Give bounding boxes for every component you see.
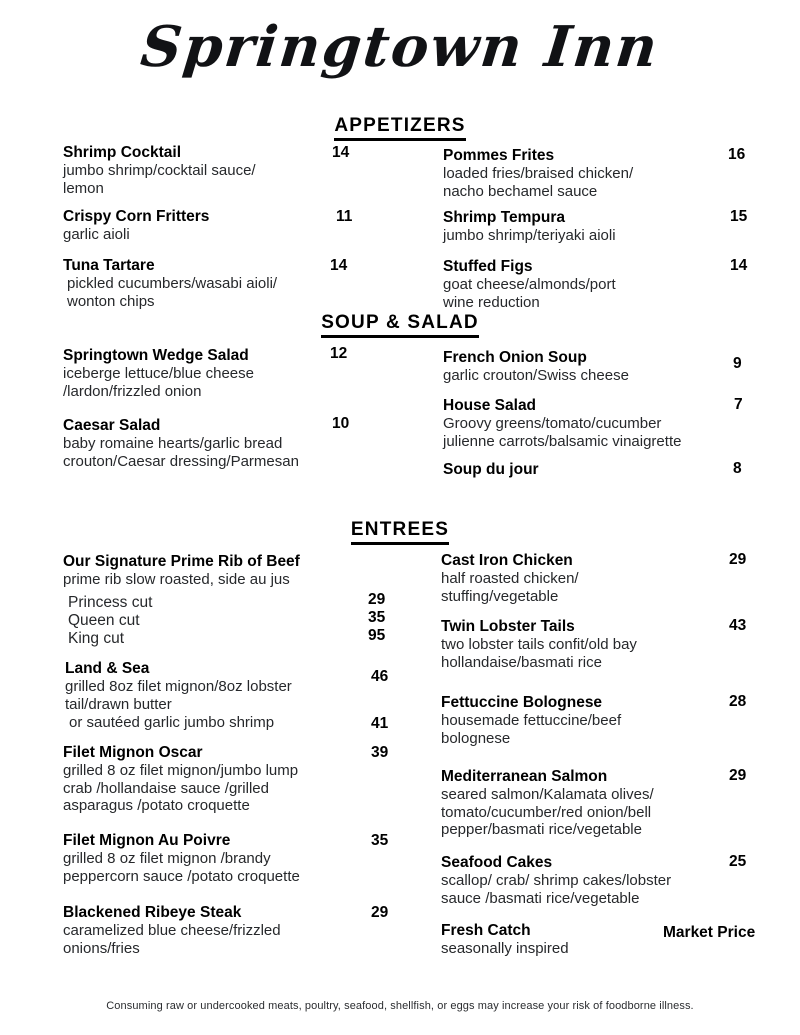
footer-disclaimer: Consuming raw or undercooked meats, poultry, seafood, shellfish, or eggs may increase your risk of foodborne illness. [106,1000,694,1012]
menu-item-price: 9 [733,355,742,372]
menu-item-price: 10 [332,415,350,432]
menu-item-description: grilled 8 oz filet mignon /brandy peppercorn sauce /potato croquette [63,850,300,885]
restaurant-title: Springtown Inn [137,14,663,80]
menu-item-fettuccine-bolognese [441,693,621,747]
menu-item-description: jumbo shrimp/teriyaki aioli [443,227,616,244]
menu-subitem-price: 29 [368,591,386,608]
menu-item-french-onion-soup [443,348,629,385]
menu-item-name: Seafood Cakes [441,854,553,871]
menu-item-description: grilled 8oz filet mignon/8oz lobster tail/drawn butter [65,678,292,713]
menu-item-description: two lobster tails confit/old bay hollandaise/basmati rice [441,636,637,671]
section-header-soup-salad-label: SOUP & SALAD [321,312,479,338]
menu-item-description: pickled cucumbers/wasabi aioli/ wonton chips [67,275,278,310]
menu-item-name: Filet Mignon Oscar [63,744,203,761]
menu-item-price: 11 [336,208,353,225]
menu-item-alt-description: or sautéed garlic jumbo shrimp [69,714,275,731]
menu-item-price: 14 [730,257,748,274]
menu-subitem-princess-cut: Princess cut [68,594,153,611]
menu-item-soup-du-jour [443,460,539,479]
menu-item-price: 14 [330,257,348,274]
menu-item-prime-rib [63,552,300,589]
menu-item-description: scallop/ crab/ shrimp cakes/lobster sauce /basmati rice/vegetable [441,872,672,907]
section-header-soup-salad [0,312,800,338]
menu-subitem-price: 35 [368,609,386,626]
menu-item-filet-mignon-au-poivre [63,831,300,885]
menu-item-description: Groovy greens/tomato/cucumber julienne carrots/balsamic vinaigrette [443,415,682,450]
menu-item-house-salad [443,396,681,450]
menu-item-price: 15 [730,208,748,225]
section-header-entrees [0,519,800,545]
menu-item-name: Shrimp Cocktail [63,144,181,161]
menu-item-description: half roasted chicken/ stuffing/vegetable [441,570,579,605]
menu-item-description: baby romaine hearts/garlic bread crouton/Caesar dressing/Parmesan [63,435,299,470]
menu-item-cast-iron-chicken [441,551,579,605]
section-header-appetizers-label: APPETIZERS [334,115,465,141]
menu-item-price: 16 [728,146,746,163]
menu-item-description: seared salmon/Kalamata olives/ tomato/cucumber/red onion/bell pepper/basmati rice/vegetable [441,786,654,838]
menu-item-description: caramelized blue cheese/frizzled onions/fries [63,922,281,957]
menu-item-name: Pommes Frites [443,147,555,164]
menu-item-blackened-ribeye-steak [63,903,281,957]
menu-item-description: prime rib slow roasted, side au jus [63,571,290,588]
menu-item-name: Tuna Tartare [63,257,155,274]
menu-item-description: housemade fettuccine/beef bolognese [441,712,622,747]
menu-item-price: 28 [729,693,747,710]
menu-item-name: Filet Mignon Au Poivre [63,832,231,849]
menu-item-tuna-tartare [63,256,277,310]
menu-item-price: 29 [371,904,389,921]
menu-item-stuffed-figs [443,257,616,311]
menu-item-price: 29 [729,551,747,568]
menu-item-twin-lobster-tails [441,617,637,671]
menu-item-description: jumbo shrimp/cocktail sauce/ lemon [63,162,256,197]
menu-item-name: Blackened Ribeye Steak [63,904,242,921]
menu-item-price: 12 [330,345,348,362]
menu-item-price: Market Price [663,924,756,941]
menu-subitem-king-cut: King cut [68,630,125,647]
menu-item-shrimp-tempura [443,208,616,245]
menu-item-price: 35 [371,832,389,849]
menu-item-pommes-frites [443,146,633,200]
menu-item-price: 14 [332,144,350,161]
menu-item-price: 25 [729,853,747,870]
section-header-appetizers [0,115,800,141]
menu-item-description: seasonally inspired [441,940,569,957]
menu-item-price: 46 [371,668,389,685]
menu-item-name: Stuffed Figs [443,258,533,275]
menu-item-shrimp-cocktail [63,143,256,197]
menu-item-name: Twin Lobster Tails [441,618,575,635]
menu-item-seafood-cakes [441,853,671,907]
menu-item-description: garlic aioli [63,226,130,243]
menu-item-name: Springtown Wedge Salad [63,347,249,364]
menu-item-name: Soup du jour [443,461,539,478]
menu-item-name: Cast Iron Chicken [441,552,573,569]
menu-item-name: Our Signature Prime Rib of Beef [63,553,300,570]
menu-item-caesar-salad [63,416,299,470]
menu-item-description: goat cheese/almonds/port wine reduction [443,276,616,311]
menu-item-name: French Onion Soup [443,349,587,366]
menu-item-name: Fettuccine Bolognese [441,694,603,711]
menu-item-crispy-corn-fritters [63,207,209,244]
menu-item-filet-mignon-oscar [63,743,298,815]
menu-item-name: Caesar Salad [63,417,161,434]
menu-item-description: iceberge lettuce/blue cheese /lardon/frizzled onion [63,365,254,400]
menu-item-name: House Salad [443,397,537,414]
menu-item-name: Mediterranean Salmon [441,768,608,785]
menu-subitem-price: 95 [368,627,386,644]
menu-item-alt-price: 41 [371,715,389,732]
section-header-entrees-label: ENTREES [351,519,449,545]
menu-item-name: Land & Sea [65,660,150,677]
menu-item-price: 39 [371,744,389,761]
menu-item-price: 29 [729,767,747,784]
menu-item-name: Crispy Corn Fritters [63,208,210,225]
menu-item-fresh-catch [441,921,569,958]
menu-item-price: 8 [733,460,742,477]
menu-subitem-queen-cut: Queen cut [68,612,140,629]
menu-item-land-and-sea [65,659,292,732]
menu-item-price: 7 [734,396,743,413]
menu-item-description: grilled 8 oz filet mignon/jumbo lump crab /hollandaise sauce /grilled asparagus /potato croquette [63,762,299,814]
menu-item-description: garlic crouton/Swiss cheese [443,367,629,384]
menu-item-name: Shrimp Tempura [443,209,566,226]
menu-item-price: 43 [729,617,747,634]
menu-item-description: loaded fries/braised chicken/ nacho bechamel sauce [443,165,634,200]
menu-item-springtown-wedge-salad [63,346,254,400]
menu-item-mediterranean-salmon [441,767,654,839]
menu-item-name: Fresh Catch [441,922,531,939]
